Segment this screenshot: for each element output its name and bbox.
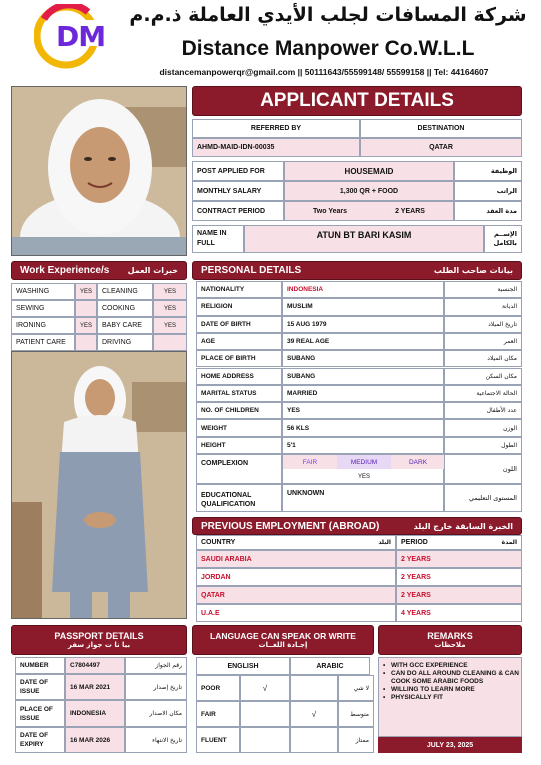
company-logo — [34, 4, 112, 70]
country-column-header — [196, 535, 396, 550]
name-value: ATUN BT BARI KASIM — [244, 225, 484, 253]
work-skill-label: CLEANING — [97, 283, 153, 300]
passport-row-label: NUMBER — [15, 657, 65, 674]
passport-row-arabic: تاريخ إصدار — [125, 674, 187, 700]
work-experience-title-arabic: خبرات العمل — [127, 266, 178, 275]
company-name-arabic: شركة المسافات لجلب الأيدي العاملة ذ.م.م — [129, 4, 527, 26]
destination-value: QATAR — [360, 138, 522, 157]
personal-row-label: DATE OF BIRTH — [196, 316, 282, 333]
remarks-box — [378, 657, 522, 737]
previous-period: 2 YEARS — [396, 550, 522, 568]
contract-arabic: مدة العقد — [454, 201, 522, 221]
work-skill-label: BABY CARE — [97, 317, 153, 334]
previous-employment-header — [192, 517, 522, 535]
personal-row-arabic: العمر — [444, 333, 522, 350]
passport-row-value: C7804497 — [65, 657, 125, 674]
work-experience-title: Work Experience/s — [20, 265, 110, 276]
personal-row-label: NO. OF CHILDREN — [196, 402, 282, 419]
previous-employment-title: PREVIOUS EMPLOYMENT (ABROAD) — [201, 520, 380, 532]
personal-row-arabic: الحالة الاجتماعية — [444, 385, 522, 402]
page-title — [192, 86, 522, 116]
work-skill-value: YES — [153, 283, 187, 300]
language-level-label: POOR — [196, 675, 240, 701]
personal-row-label: PLACE OF BIRTH — [196, 350, 282, 367]
personal-details-header — [192, 261, 522, 280]
personal-row-value: MARRIED — [282, 385, 444, 402]
work-skill-label: SEWING — [11, 300, 75, 317]
previous-period: 4 YEARS — [396, 604, 522, 622]
complexion-arabic: اللون — [444, 454, 522, 484]
salary-value: 1,300 QR + FOOD — [284, 181, 454, 201]
work-skill-value — [75, 300, 97, 317]
work-skill-value: YES — [153, 300, 187, 317]
personal-row-arabic: تاريخ الميلاد — [444, 316, 522, 333]
period-label-arabic: المدة — [501, 539, 517, 546]
previous-country: U.A.E — [196, 604, 396, 622]
personal-row-arabic: الجنسية — [444, 281, 522, 298]
name-label: NAME IN FULL — [192, 225, 244, 253]
personal-row-label: NATIONALITY — [196, 281, 282, 298]
language-title: LANGUAGE CAN SPEAK OR WRITE — [210, 631, 356, 641]
previous-employment-title-arabic: الخبرة السابقة خارج البلد — [413, 521, 513, 531]
remark-item: • WILLING TO LEARN MORE — [381, 686, 519, 694]
applicant-photo-portrait — [11, 86, 187, 256]
education-value: UNKNOWN — [282, 484, 444, 512]
complexion-selected-mark: YES — [357, 474, 370, 480]
previous-country: QATAR — [196, 586, 396, 604]
language-level-arabic: ممتاز — [338, 727, 374, 753]
personal-row-value: SUBANG — [282, 350, 444, 367]
period-column-header — [396, 535, 522, 550]
country-label-arabic: البلد — [378, 539, 391, 546]
language-arabic-mark — [290, 727, 338, 753]
complexion-options — [282, 454, 444, 484]
language-header — [192, 625, 374, 655]
personal-row-value: SUBANG — [282, 368, 444, 385]
language-level-label: FAIR — [196, 701, 240, 727]
personal-row-value: 39 REAL AGE — [282, 333, 444, 350]
complexion-label: COMPLEXION — [196, 454, 282, 484]
personal-details-title: PERSONAL DETAILS — [201, 265, 302, 276]
personal-row-value: 5'1 — [282, 437, 444, 454]
remarks-list — [381, 662, 519, 702]
personal-row-label: RELIGION — [196, 298, 282, 315]
complexion-dark: DARK — [391, 455, 445, 469]
work-skill-label: COOKING — [97, 300, 153, 317]
personal-row-arabic: مكان الميلاد — [444, 350, 522, 367]
language-level-label: FLUENT — [196, 727, 240, 753]
remark-item: • WITH GCC EXPERIENCE — [381, 662, 519, 670]
work-skill-label: DRIVING — [97, 334, 153, 351]
personal-row-value: 15 AUG 1979 — [282, 316, 444, 333]
work-skill-value — [153, 334, 187, 351]
language-english-mark — [240, 701, 290, 727]
personal-row-value: YES — [282, 402, 444, 419]
work-skill-value: YES — [75, 283, 97, 300]
personal-row-label: MARITAL STATUS — [196, 385, 282, 402]
education-arabic: المستوى التعليمي — [444, 484, 522, 512]
post-applied-label: POST APPLIED FOR — [192, 161, 284, 181]
passport-row-value: INDONESIA — [65, 700, 125, 727]
applicant-photo-full — [11, 351, 187, 619]
work-skill-label: WASHING — [11, 283, 75, 300]
period-label: PERIOD — [401, 539, 428, 546]
education-label: EDUCATIONAL QUALIFICATION — [196, 484, 282, 512]
previous-period: 2 YEARS — [396, 568, 522, 586]
passport-header — [11, 625, 187, 655]
personal-row-label: HEIGHT — [196, 437, 282, 454]
logo-text: DM — [56, 20, 106, 53]
language-english-mark: √ — [240, 675, 290, 701]
passport-row-value: 16 MAR 2026 — [65, 727, 125, 753]
personal-row-label: HOME ADDRESS — [196, 368, 282, 385]
work-skill-value: YES — [153, 317, 187, 334]
remarks-header — [378, 625, 522, 655]
passport-row-label: DATE OF ISSUE — [15, 674, 65, 700]
work-skill-value: YES — [75, 317, 97, 334]
personal-row-value: 56 KLS — [282, 419, 444, 436]
remarks-title-arabic: ملاحظات — [434, 641, 466, 649]
previous-period: 2 YEARS — [396, 586, 522, 604]
previous-country: SAUDI ARABIA — [196, 550, 396, 568]
passport-row-arabic: رقم الجواز — [125, 657, 187, 674]
destination-label: DESTINATION — [360, 119, 522, 138]
language-arabic-mark — [290, 675, 338, 701]
work-skill-label: PATIENT CARE — [11, 334, 75, 351]
personal-row-label: AGE — [196, 333, 282, 350]
contract-value-years: 2 YEARS — [395, 207, 425, 215]
work-skill-label: IRONING — [11, 317, 75, 334]
referred-by-label: REFERRED BY — [192, 119, 360, 138]
personal-row-arabic: الوزن — [444, 419, 522, 436]
passport-row-label: DATE OF EXPIRY — [15, 727, 65, 753]
passport-row-arabic: تاريخ الانتهاء — [125, 727, 187, 753]
personal-row-label: WEIGHT — [196, 419, 282, 436]
language-level-arabic: متوسط — [338, 701, 374, 727]
language-arabic-mark: √ — [290, 701, 338, 727]
reference-code: AHMD-MAID-IDN-00035 — [192, 138, 360, 157]
personal-row-arabic: مكان السكن — [444, 368, 522, 385]
language-title-arabic: إجـادة اللغــات — [258, 641, 308, 649]
work-skill-value — [75, 334, 97, 351]
passport-row-label: PLACE OF ISSUE — [15, 700, 65, 727]
page-title-text: APPLICANT DETAILS — [260, 90, 454, 111]
language-level-arabic: لا شي — [338, 675, 374, 701]
contract-label: CONTRACT PERIOD — [192, 201, 284, 221]
post-applied-arabic: الوظيفة — [454, 161, 522, 181]
name-arabic: الإســم بالكامل — [484, 225, 522, 253]
salary-arabic: الراتب — [454, 181, 522, 201]
language-english-header: ENGLISH — [196, 657, 290, 675]
remarks-title: REMARKS — [427, 631, 473, 641]
passport-title-arabic: بيا نا ت جواز سفر — [67, 641, 131, 649]
work-experience-header — [11, 261, 187, 280]
post-applied-value: HOUSEMAID — [284, 161, 454, 181]
country-label: COUNTRY — [201, 539, 236, 546]
remarks-date: JULY 23, 2025 — [378, 737, 522, 753]
passport-row-arabic: مكان الاصدار — [125, 700, 187, 727]
remark-item: • PHYSICALLY FIT — [381, 694, 519, 702]
contract-value — [284, 201, 454, 221]
language-english-mark — [240, 727, 290, 753]
contract-value-text: Two Years — [313, 207, 348, 215]
personal-row-value: INDONESIA — [282, 281, 444, 298]
personal-row-arabic: عدد الأطفال — [444, 402, 522, 419]
complexion-medium: MEDIUM — [337, 455, 391, 469]
complexion-fair: FAIR — [283, 455, 337, 469]
passport-row-value: 16 MAR 2021 — [65, 674, 125, 700]
passport-title: PASSPORT DETAILS — [54, 631, 144, 641]
remark-item: • CAN DO ALL AROUND CLEANING & CAN COOK SOME ARABIC FOODS — [381, 670, 519, 686]
language-arabic-header: ARABIC — [290, 657, 370, 675]
personal-row-value: MUSLIM — [282, 298, 444, 315]
company-name-english: Distance Manpower Co.W.L.L — [181, 37, 475, 60]
personal-row-arabic: الطول — [444, 437, 522, 454]
salary-label: MONTHLY SALARY — [192, 181, 284, 201]
personal-details-title-arabic: بيانات صاحب الطلب — [433, 266, 513, 275]
contact-line: distancemanpowerqr@gmail.com || 50111643/55599148/ 55599158 || Tel: 44164607 — [159, 67, 489, 77]
personal-row-arabic: الديانة — [444, 298, 522, 315]
previous-country: JORDAN — [196, 568, 396, 586]
